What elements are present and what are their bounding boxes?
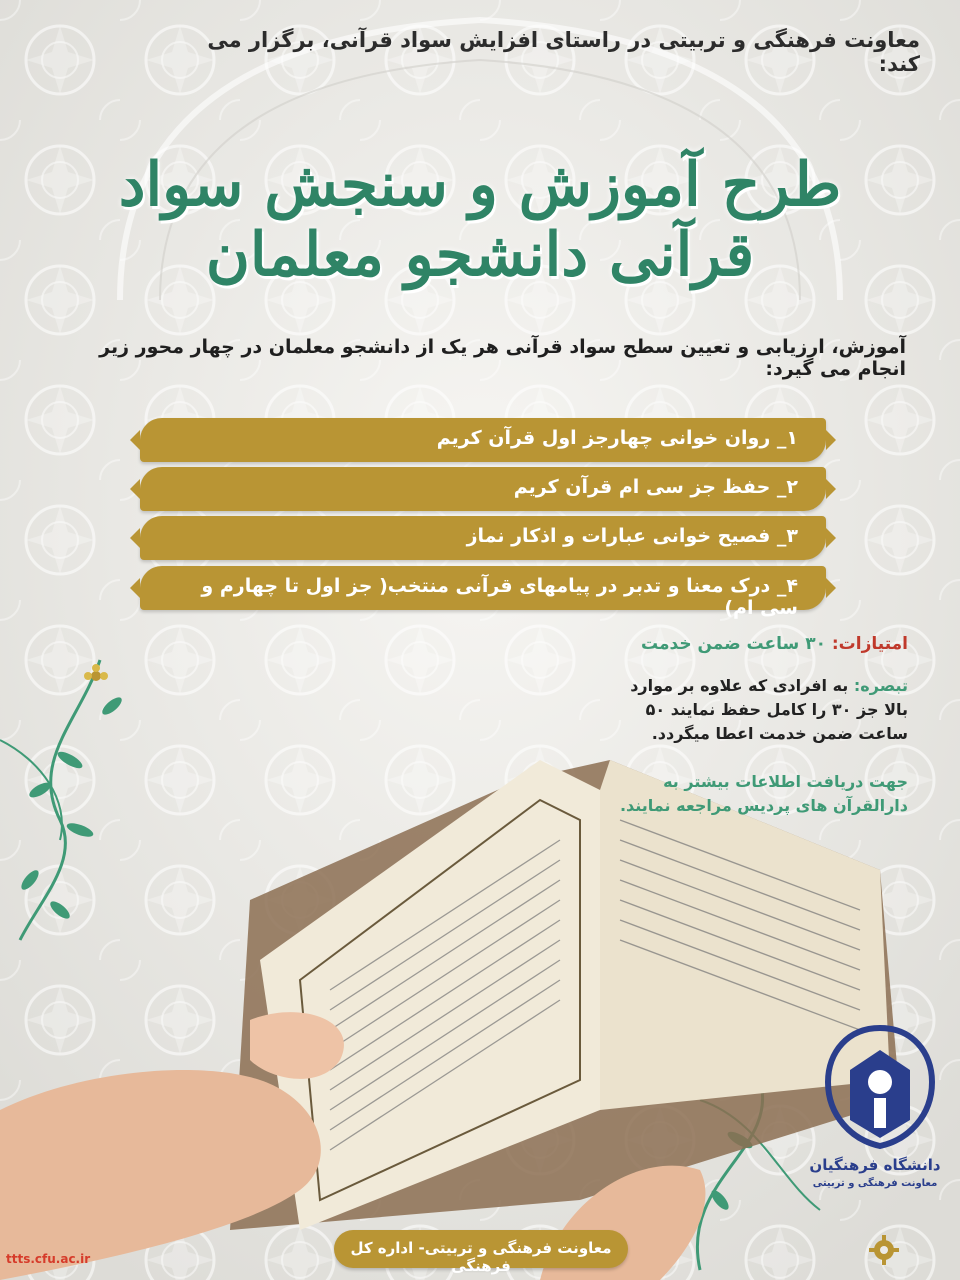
note-label: تبصره:: [853, 676, 908, 695]
gear-ornament-icon: [868, 1234, 900, 1266]
privileges-line: [440, 634, 908, 654]
page-title: طرح آموزش و سنجش سواد قرآنی دانشجو معلمان: [118, 150, 842, 290]
note-block: [140, 674, 908, 746]
axis-item-1: ۱_ روان خوانی چهارجز اول قرآن کریم: [140, 418, 826, 462]
footer-banner: معاونت فرهنگی و تربیتی- اداره کل فرهنگی: [334, 1230, 628, 1268]
privileges-value: ۳۰ ساعت ضمن خدمت: [641, 634, 826, 654]
university-subtitle: معاونت فرهنگی و تربیتی: [812, 1178, 938, 1189]
info-line-1: جهت دریافت اطلاعات بیشتر به: [663, 772, 908, 791]
university-logo-icon: [820, 1020, 940, 1170]
axis-item-2: ۲_ حفظ جز سی ام قرآن کریم: [140, 467, 826, 511]
note-line-2: بالا جز ۳۰ را کامل حفظ نمایند ۵۰: [645, 700, 908, 719]
privileges-label: امتیازات:: [831, 634, 908, 654]
note-line-3: ساعت ضمن خدمت اعطا میگردد.: [651, 724, 908, 743]
organizer-line: معاونت فرهنگی و تربیتی در راستای افزایش سواد قرآنی، برگزار می کند:: [207, 28, 920, 76]
university-name: دانشگاه فرهنگیان: [809, 1156, 941, 1174]
info-line-2: دارالقرآن های پردیس مراجعه نمایند.: [619, 796, 908, 815]
axis-item-3: ۳_ فصیح خوانی عبارات و اذکار نماز: [140, 516, 826, 560]
axis-item-4: ۴_ درک معنا و تدبر در پیامهای قرآنی منتخب( جز اول تا چهارم و سی ام): [140, 566, 826, 610]
info-block: [140, 770, 908, 818]
note-line-1: به افرادی که علاوه بر موارد: [630, 676, 849, 695]
intro-text: آموزش، ارزیابی و تعیین سطح سواد قرآنی هر یک از دانشجو معلمان در چهار محور زیر انجام می گیرد:: [99, 336, 906, 380]
website-url[interactable]: ttts.cfu.ac.ir: [6, 1252, 91, 1266]
